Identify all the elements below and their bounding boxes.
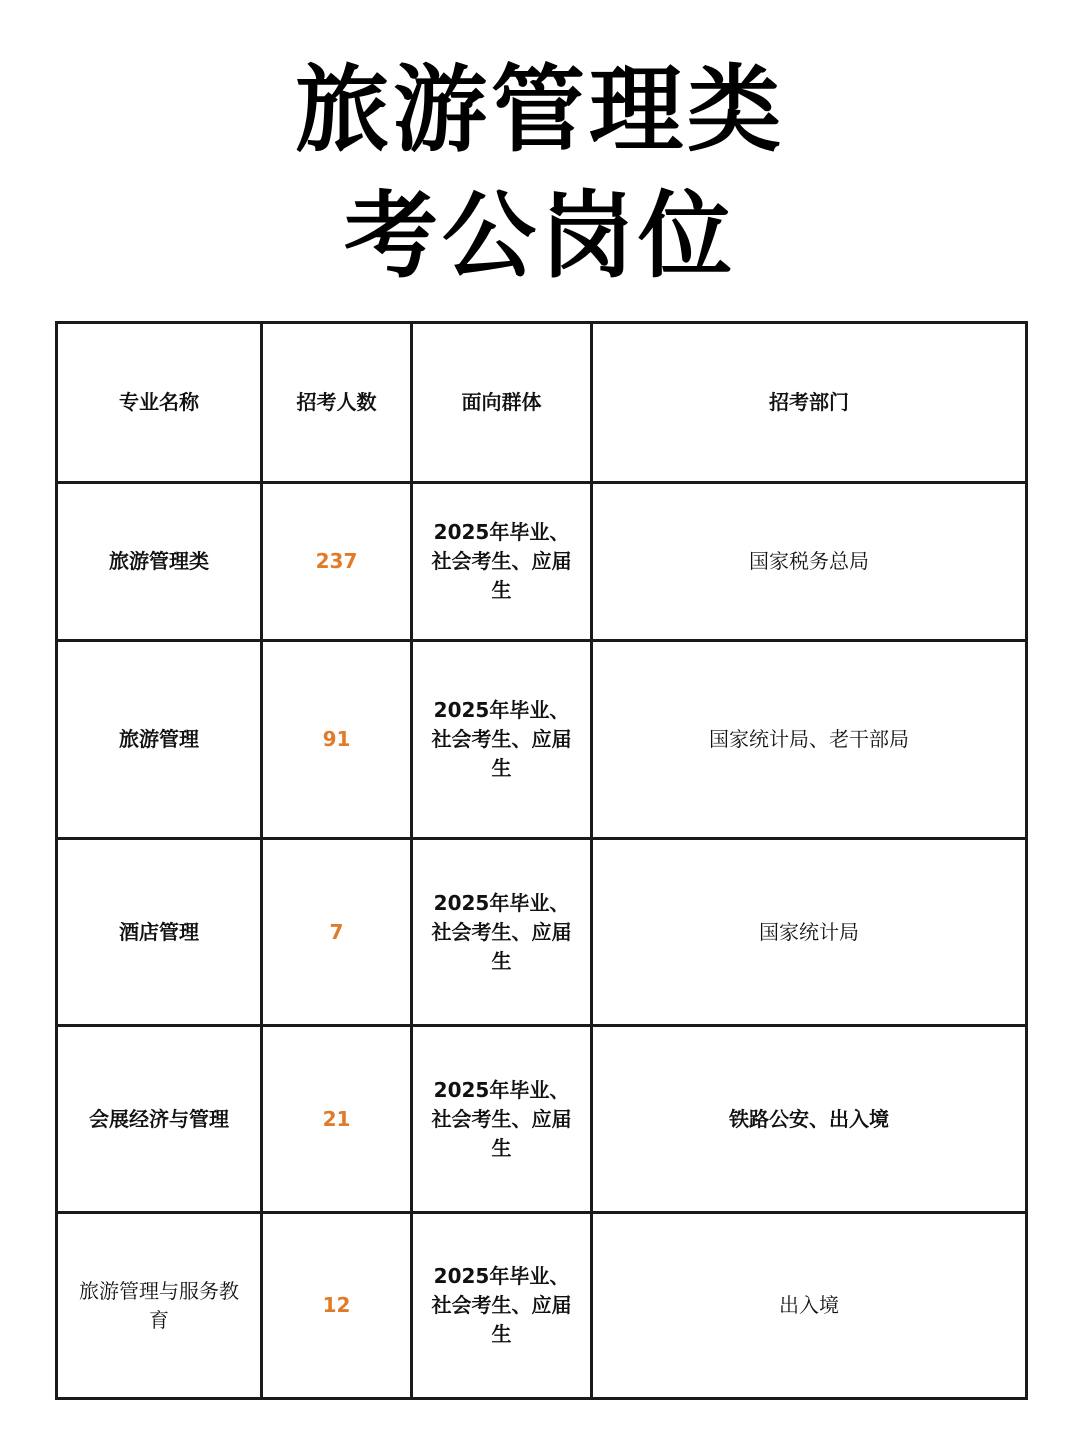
- cell-major: 旅游管理: [57, 641, 262, 839]
- table-header-row: [57, 323, 1027, 483]
- cell-count: 91: [262, 641, 412, 839]
- cell-major: 旅游管理类: [57, 483, 262, 641]
- cell-department: 国家统计局、老干部局: [592, 641, 1027, 839]
- cell-department: 铁路公安、出入境: [592, 1026, 1027, 1213]
- table-row: [57, 839, 1027, 1026]
- cell-group: 2025年毕业、社会考生、应届生: [412, 839, 592, 1026]
- page-title-line-1: 旅游管理类: [294, 56, 785, 165]
- cell-department: 国家税务总局: [592, 483, 1027, 641]
- page-title-line-2: 考公岗位: [343, 182, 736, 291]
- cell-count: 12: [262, 1213, 412, 1399]
- header-count: 招考人数: [262, 323, 412, 483]
- cell-count: 237: [262, 483, 412, 641]
- table-row: [57, 641, 1027, 839]
- cell-major: 旅游管理与服务教育: [57, 1213, 262, 1399]
- table-row: [57, 483, 1027, 641]
- header-group: 面向群体: [412, 323, 592, 483]
- cell-department: 出入境: [592, 1213, 1027, 1399]
- header-department: 招考部门: [592, 323, 1027, 483]
- cell-major: 会展经济与管理: [57, 1026, 262, 1213]
- cell-group: 2025年毕业、社会考生、应届生: [412, 641, 592, 839]
- table-row: [57, 1026, 1027, 1213]
- table-row: [57, 1213, 1027, 1399]
- jobs-table: [55, 321, 1028, 1400]
- cell-group: 2025年毕业、社会考生、应届生: [412, 1026, 592, 1213]
- cell-department: 国家统计局: [592, 839, 1027, 1026]
- header-major: 专业名称: [57, 323, 262, 483]
- cell-major: 酒店管理: [57, 839, 262, 1026]
- cell-count: 7: [262, 839, 412, 1026]
- cell-count: 21: [262, 1026, 412, 1213]
- cell-group: 2025年毕业、社会考生、应届生: [412, 483, 592, 641]
- cell-group: 2025年毕业、社会考生、应届生: [412, 1213, 592, 1399]
